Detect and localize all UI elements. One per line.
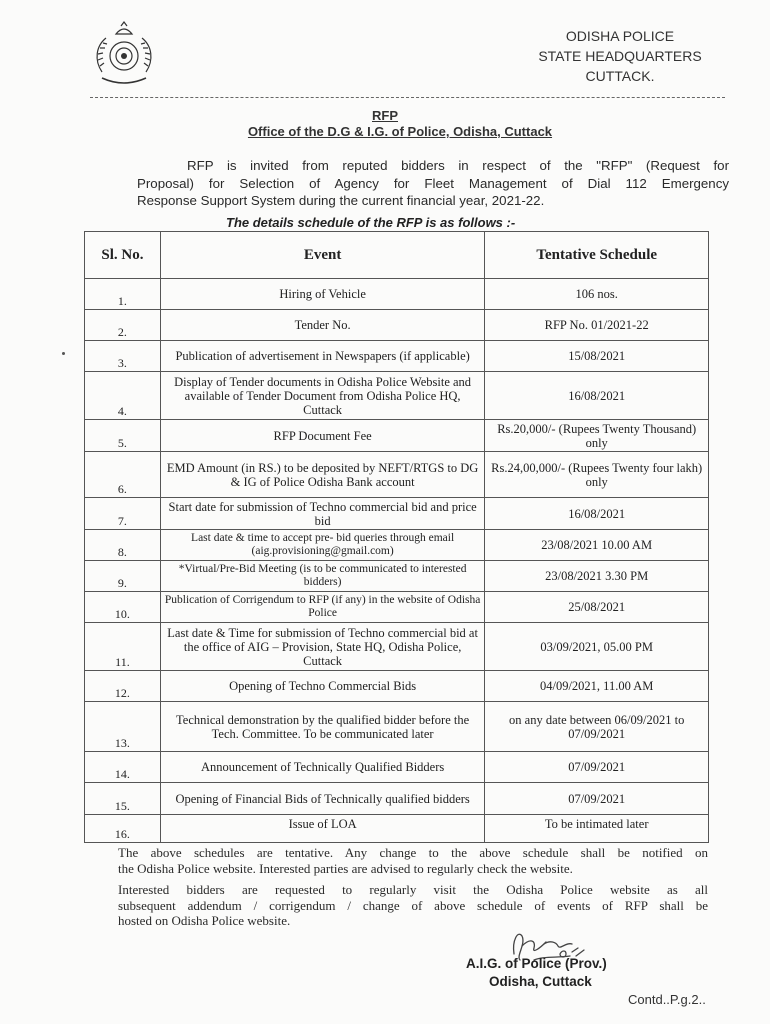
row-event: Last date & time to accept pre- bid queries through email (aig.provisioning@gmail.com) <box>160 530 485 561</box>
table-row <box>85 279 709 310</box>
row-sl: 11. <box>85 623 161 671</box>
row-event: *Virtual/Pre-Bid Meeting (is to be communicated to interested bidders) <box>160 561 485 592</box>
row-sl: 2. <box>85 310 161 341</box>
row-schedule: 106 nos. <box>485 279 709 310</box>
visit-note-line-2: subsequent addendum / corrigendum / change of above schedule of events of RFP shall be <box>118 897 708 913</box>
organization-header <box>520 26 720 86</box>
visit-note-line-1: Interested bidders are requested to regularly visit the Odisha Police website as all <box>118 882 708 897</box>
row-schedule: 07/09/2021 <box>485 752 709 783</box>
row-event: EMD Amount (in RS.) to be deposited by NEFT/RTGS to DG & IG of Police Odisha Bank account <box>160 452 485 498</box>
row-schedule: To be intimated later <box>485 815 709 843</box>
row-schedule: 03/09/2021, 05.00 PM <box>485 623 709 671</box>
row-schedule: 07/09/2021 <box>485 783 709 815</box>
row-schedule: Rs.20,000/- (Rupees Twenty Thousand) only <box>485 420 709 452</box>
row-event: Last date & Time for submission of Techno commercial bid at the office of AIG – Provision, State HQ, Odisha Police, Cuttack <box>160 623 485 671</box>
intro-line-2: Proposal) for Selection of Agency for Fleet Management of Dial 112 Emergency <box>137 175 729 191</box>
table-header-row <box>85 232 709 279</box>
visit-website-note <box>118 882 708 929</box>
table-row <box>85 498 709 530</box>
row-schedule: 16/08/2021 <box>485 498 709 530</box>
row-schedule: 23/08/2021 3.30 PM <box>485 561 709 592</box>
table-row <box>85 671 709 702</box>
row-schedule: Rs.24,00,000/- (Rupees Twenty four lakh) only <box>485 452 709 498</box>
table-row <box>85 372 709 420</box>
org-line-2: STATE HEADQUARTERS <box>538 48 702 64</box>
row-event: Tender No. <box>160 310 485 341</box>
row-event: Opening of Financial Bids of Technically qualified bidders <box>160 783 485 815</box>
org-line-3: CUTTACK. <box>585 68 655 84</box>
table-row <box>85 815 709 843</box>
header-sl-no: Sl. No. <box>85 232 161 279</box>
row-event: Issue of LOA <box>160 815 485 843</box>
row-event: Technical demonstration by the qualified bidder before the Tech. Committee. To be communicated later <box>160 702 485 752</box>
row-schedule: RFP No. 01/2021-22 <box>485 310 709 341</box>
row-event: Publication of advertisement in Newspapers (if applicable) <box>160 341 485 372</box>
table-row <box>85 783 709 815</box>
signatory-title: A.I.G. of Police (Prov.) <box>466 956 607 971</box>
table-row <box>85 592 709 623</box>
row-schedule: 04/09/2021, 11.00 AM <box>485 671 709 702</box>
row-sl: 5. <box>85 420 161 452</box>
row-sl: 9. <box>85 561 161 592</box>
row-sl: 3. <box>85 341 161 372</box>
header-tentative-schedule: Tentative Schedule <box>485 232 709 279</box>
row-sl: 8. <box>85 530 161 561</box>
header-divider <box>90 97 725 98</box>
row-event: Start date for submission of Techno commercial bid and price bid <box>160 498 485 530</box>
row-sl: 13. <box>85 702 161 752</box>
row-sl: 7. <box>85 498 161 530</box>
org-line-1: ODISHA POLICE <box>565 28 675 44</box>
row-sl: 4. <box>85 372 161 420</box>
row-sl: 1. <box>85 279 161 310</box>
row-event: Display of Tender documents in Odisha Police Website and available of Tender Document from Odisha Police HQ, Cuttack <box>160 372 485 420</box>
row-sl: 16. <box>85 815 161 843</box>
table-row <box>85 452 709 498</box>
schedule-heading: The details schedule of the RFP is as follows :- <box>226 215 516 230</box>
row-schedule: on any date between 06/09/2021 to 07/09/2021 <box>485 702 709 752</box>
scan-speck <box>62 352 65 355</box>
header-event: Event <box>160 232 485 279</box>
table-row <box>85 530 709 561</box>
row-sl: 14. <box>85 752 161 783</box>
row-schedule: 16/08/2021 <box>485 372 709 420</box>
odisha-police-emblem-icon <box>88 20 160 90</box>
tentative-note-line-2: the Odisha Police website. Interested parties are advised to regularly check the website. <box>118 860 573 876</box>
row-event: Opening of Techno Commercial Bids <box>160 671 485 702</box>
signatory-place: Odisha, Cuttack <box>489 974 592 989</box>
tentative-note <box>118 845 708 876</box>
row-event: RFP Document Fee <box>160 420 485 452</box>
tentative-note-line-1: The above schedules are tentative. Any change to the above schedule shall be notified on <box>118 845 708 860</box>
row-sl: 12. <box>85 671 161 702</box>
office-title: Office of the D.G & I.G. of Police, Odisha, Cuttack <box>247 124 553 139</box>
table-row <box>85 420 709 452</box>
table-row <box>85 623 709 671</box>
rfp-title: RFP <box>372 108 398 123</box>
row-event: Publication of Corrigendum to RFP (if any) in the website of Odisha Police <box>160 592 485 623</box>
intro-line-1: RFP is invited from reputed bidders in respect of the "RFP" (Request for <box>187 158 729 173</box>
table-row <box>85 752 709 783</box>
row-sl: 10. <box>85 592 161 623</box>
row-event: Hiring of Vehicle <box>160 279 485 310</box>
table-row <box>85 310 709 341</box>
row-schedule: 15/08/2021 <box>485 341 709 372</box>
row-sl: 6. <box>85 452 161 498</box>
row-event: Announcement of Technically Qualified Bidders <box>160 752 485 783</box>
table-row <box>85 341 709 372</box>
intro-line-3: Response Support System during the current financial year, 2021-22. <box>137 193 545 208</box>
schedule-table <box>84 231 709 843</box>
table-row <box>85 702 709 752</box>
table-row <box>85 561 709 592</box>
continued-note: Contd..P.g.2.. <box>628 992 706 1007</box>
row-schedule: 23/08/2021 10.00 AM <box>485 530 709 561</box>
row-sl: 15. <box>85 783 161 815</box>
intro-paragraph <box>137 157 729 210</box>
visit-note-line-3: hosted on Odisha Police website. <box>118 913 291 928</box>
row-schedule: 25/08/2021 <box>485 592 709 623</box>
